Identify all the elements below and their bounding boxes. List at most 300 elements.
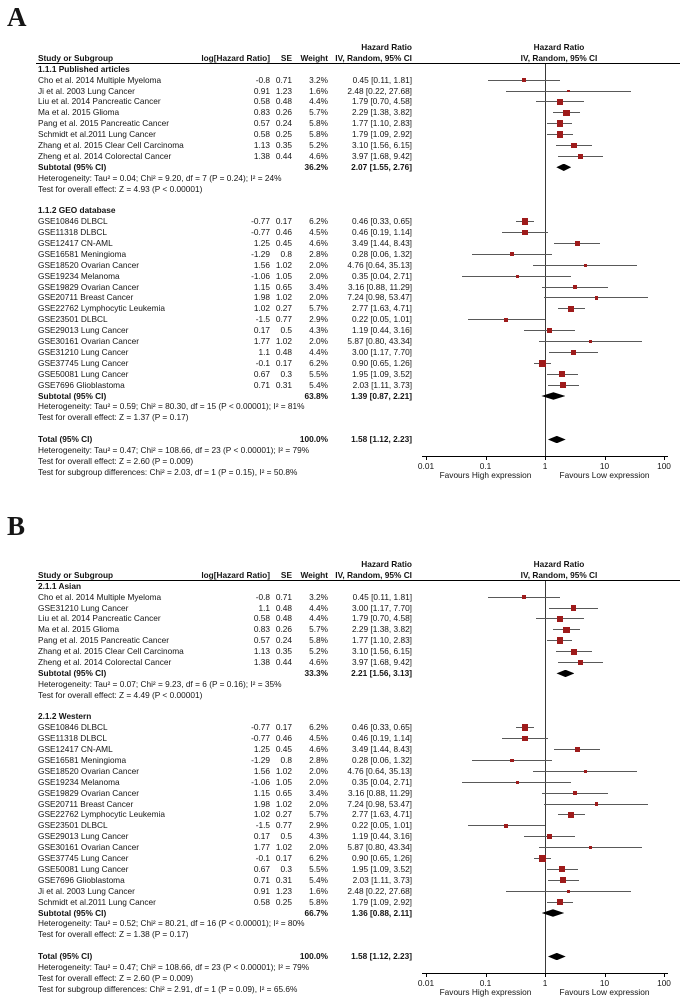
weight-value: 33.3% [304,667,328,678]
study-plot-cell [426,271,664,282]
loghr-value: 1.77 [253,336,270,347]
ci-text: 2.07 [1.55, 2.76] [351,161,412,172]
header-gap [412,42,426,53]
weight-value: 4.4% [309,613,328,624]
effect-marker [557,899,563,905]
se-value: 0.8 [280,755,292,766]
effect-marker [547,328,552,333]
ci-text: 0.46 [0.33, 0.65] [352,722,412,733]
overall-effect-note-text: Test for overall effect: Z = 4.93 (P < 0.00001) [38,183,203,194]
ci-text: 1.79 [0.70, 4.58] [352,613,412,624]
weight-value: 6.2% [309,357,328,368]
ci-text: 1.79 [1.09, 2.92] [352,129,412,140]
study-row [36,820,680,831]
study-plot-cell [426,107,664,118]
ci-text: 2.29 [1.38, 3.82] [352,107,412,118]
study-label: GSE10846 DLBCL [38,722,108,733]
loghr-value: 1.77 [253,842,270,853]
loghr-value: 1.13 [253,140,270,151]
ci-text: 7.24 [0.98, 53.47] [347,798,412,809]
ci-text: 0.45 [0.11, 1.81] [352,74,412,85]
total-row [36,434,680,445]
effect-marker [522,78,526,82]
loghr-column-header: log[Hazard Ratio] [201,569,270,580]
axis-tick [426,456,427,461]
study-label: Zheng et al. 2014 Colorectal Cancer [38,657,172,668]
study-row [36,875,680,886]
ci-text: 1.79 [1.09, 2.92] [352,896,412,907]
ci-text: 2.48 [0.22, 27.68] [347,85,412,96]
weight-value: 3.2% [309,591,328,602]
study-row [36,86,680,97]
forest-table [0,0,680,481]
weight-value: 2.8% [309,755,328,766]
weight-value: 3.2% [309,74,328,85]
weight-value: 5.2% [309,140,328,151]
weight-value: 4.3% [309,325,328,336]
total-footnote-text: Heterogeneity: Tau² = 0.47; Chi² = 108.66, df = 23 (P < 0.00001); I² = 79% [38,444,310,455]
weight-value: 5.2% [309,646,328,657]
study-plot-cell [426,853,664,864]
loghr-value: -0.8 [255,74,270,85]
study-row [36,227,680,238]
ci-column-header: IV, Random, 95% CI [335,52,412,63]
study-label: GSE29013 Lung Cancer [38,831,129,842]
weight-value: 5.8% [309,635,328,646]
loghr-value: 0.17 [253,325,270,336]
effect-marker [510,759,514,763]
weight-value: 5.5% [309,863,328,874]
study-plot-cell [426,292,664,303]
total-footnote-text: Heterogeneity: Tau² = 0.47; Chi² = 108.66, df = 23 (P < 0.00001); I² = 79% [38,961,310,972]
study-plot-cell [426,151,664,162]
study-label: Ji et al. 2003 Lung Cancer [38,85,135,96]
effect-marker [557,637,563,643]
study-row [36,722,680,733]
study-label: GSE11318 DLBCL [38,227,108,238]
favours-low-label: Favours Low expression [559,987,650,998]
panel-label: B [7,511,26,541]
effect-marker [563,110,569,116]
loghr-value: -0.77 [251,733,270,744]
study-row [36,831,680,842]
axis-tick [605,456,606,461]
se-value: 0.27 [275,303,292,314]
study-row [36,216,680,227]
summary-plot-cell [426,434,664,445]
study-row [36,864,680,875]
axis-tick-label: 0.1 [479,977,492,988]
study-plot-cell [426,380,664,391]
study-plot-cell [426,646,664,657]
study-label: Zheng et al. 2014 Colorectal Cancer [38,150,172,161]
loghr-value: -0.8 [255,591,270,602]
study-label: GSE31210 Lung Cancer [38,346,129,357]
ci-text: 3.49 [1.44, 8.43] [352,744,412,755]
overall-effect-note-text: Test for overall effect: Z = 1.37 (P = 0.17) [38,412,189,423]
loghr-value: -1.5 [255,820,270,831]
effect-marker [589,846,592,849]
study-row [36,755,680,766]
weight-value: 1.6% [309,85,328,96]
effect-marker [578,154,583,159]
ci-text: 4.76 [0.64, 35.13] [347,259,412,270]
study-row [36,592,680,603]
ci-text: 3.16 [0.88, 11.29] [348,787,412,798]
summary-diamond [542,909,565,916]
loghr-value: 1.1 [258,346,270,357]
se-value [270,668,292,679]
weight-value: 2.0% [309,842,328,853]
se-value: 1.23 [275,85,292,96]
se-value [270,908,292,919]
se-value: 0.17 [275,853,292,864]
study-plot-cell [426,227,664,238]
weight-value: 5.4% [309,874,328,885]
loghr-value: 0.67 [253,368,270,379]
weight-value: 36.2% [304,161,328,172]
loghr-value: 0.58 [253,896,270,907]
weight-value: 2.0% [309,798,328,809]
effect-marker [567,90,570,93]
effect-marker [571,605,576,610]
ci-text: 0.46 [0.19, 1.14] [352,227,412,238]
effect-marker [557,99,562,104]
weight-column-header: Weight [300,52,328,63]
study-row [36,646,680,657]
total-footnote-text: Test for overall effect: Z = 2.60 (P = 0.009) [38,972,194,983]
study-row [36,766,680,777]
subgroup-header-row [36,64,680,75]
se-value: 0.25 [275,129,292,140]
effect-marker [575,747,580,752]
weight-value: 5.8% [309,896,328,907]
axis-tick [486,456,487,461]
weight-value: 4.4% [309,96,328,107]
study-label: Schmidt et al.2011 Lung Cancer [38,129,156,140]
effect-marker [571,350,576,355]
study-plot-cell [426,755,664,766]
study-label: Zhang et al. 2015 Clear Cell Carcinoma [38,140,184,151]
study-label: Liu et al. 2014 Pancreatic Cancer [38,96,161,107]
total-row [36,951,680,962]
axis-tick-label: 10 [599,977,610,988]
header-row-2 [36,53,680,64]
study-label: GSE19829 Ovarian Cancer [38,787,140,798]
forest-table [0,499,680,998]
header-spacer [38,559,328,570]
axis-tick [545,973,546,978]
study-plot-cell [426,897,664,908]
study-row [36,249,680,260]
effect-marker [557,131,563,137]
ci-text: 0.90 [0.65, 1.26] [352,357,412,368]
total-label: Total (95% CI) [38,434,93,445]
spacer-row [36,194,680,205]
weight-value: 4.4% [309,602,328,613]
se-value: 1.02 [275,259,292,270]
header-row-1 [36,559,680,570]
subgroup-name: 2.1.1 Asian [38,580,82,591]
loghr-value: 0.58 [253,96,270,107]
loghr-value: 1.38 [253,150,270,161]
favours-high-label: Favours High expression [439,987,532,998]
study-label: GSE23501 DLBCL [38,314,108,325]
weight-value: 2.0% [309,292,328,303]
total-footnote [36,445,680,456]
effect-marker [504,318,508,322]
loghr-value: -1.5 [255,314,270,325]
study-plot-cell [426,635,664,646]
se-value: 0.48 [275,346,292,357]
overall-effect-note [36,929,680,940]
effect-marker [573,285,577,289]
weight-value: 5.7% [309,303,328,314]
summary-plot-cell [426,951,664,962]
se-value: 0.77 [275,820,292,831]
study-label: GSE31210 Lung Cancer [38,602,129,613]
total-footnote-text: Test for subgroup differences: Chi² = 2.03, df = 1 (P = 0.15), I² = 50.8% [38,466,298,477]
loghr-value: -1.06 [251,776,270,787]
se-value: 0.46 [275,227,292,238]
ci-text: 2.21 [1.56, 3.13] [351,667,412,678]
effect-marker [539,360,546,367]
spacer-row [36,423,680,434]
weight-value: 2.0% [309,776,328,787]
study-row [36,336,680,347]
header-row-1 [36,42,680,53]
study-plot-cell [426,96,664,107]
study-label: Pang et al. 2015 Pancreatic Cancer [38,118,169,129]
effect-marker [568,812,574,818]
loghr-value [238,391,270,402]
study-row [36,842,680,853]
weight-value: 5.7% [309,107,328,118]
study-plot-cell [426,358,664,369]
heterogeneity-note-text: Heterogeneity: Tau² = 0.07; Chi² = 9.23, df = 6 (P = 0.16); I² = 35% [38,678,282,689]
study-row [36,897,680,908]
axis-tick-label: 0.01 [417,460,435,471]
loghr-value: 1.1 [258,602,270,613]
loghr-column-header: log[Hazard Ratio] [201,52,270,63]
study-row [36,140,680,151]
study-plot-cell [426,303,664,314]
effect-marker [563,627,569,633]
study-label: GSE16581 Meningioma [38,248,127,259]
se-value: 0.71 [275,591,292,602]
study-plot-cell [426,820,664,831]
study-label: Liu et al. 2014 Pancreatic Cancer [38,613,161,624]
hazard-ratio-header: Hazard Ratio [361,42,412,52]
loghr-value: -0.77 [251,216,270,227]
se-value [270,434,292,445]
study-plot-cell [426,657,664,668]
study-plot-cell [426,347,664,358]
total-footnote [36,973,680,984]
se-value: 0.3 [280,368,292,379]
weight-value: 100.0% [299,951,328,962]
summary-diamond [541,392,565,399]
study-row [36,777,680,788]
subgroup-name: 2.1.2 Western [38,711,92,722]
ci-text: 7.24 [0.98, 53.47] [347,292,412,303]
ci-text: 1.36 [0.88, 2.11] [351,907,412,918]
se-value: 1.05 [275,776,292,787]
study-plot-cell [426,613,664,624]
heterogeneity-note-text: Heterogeneity: Tau² = 0.52; Chi² = 80.21, df = 16 (P < 0.00001); I² = 80% [38,918,305,929]
weight-value: 2.0% [309,270,328,281]
loghr-value [238,434,270,445]
weight-value: 6.2% [309,722,328,733]
effect-marker [567,890,570,893]
se-value: 0.31 [275,379,292,390]
study-label: Ma et al. 2015 Glioma [38,624,120,635]
study-label: Cho et al. 2014 Multiple Myeloma [38,591,162,602]
effect-marker [522,724,529,731]
loghr-value: 0.57 [253,118,270,129]
study-row [36,380,680,391]
study-label: Pang et al. 2015 Pancreatic Cancer [38,635,169,646]
se-value [270,951,292,962]
study-row [36,635,680,646]
effect-marker [547,834,552,839]
weight-value: 2.8% [309,248,328,259]
study-row [36,325,680,336]
se-value: 0.77 [275,314,292,325]
ci-text: 0.28 [0.06, 1.32] [352,248,412,259]
loghr-value: 0.91 [253,885,270,896]
header-gap [412,53,426,63]
ci-text: 0.22 [0.05, 1.01] [352,314,412,325]
ci-text: 1.77 [1.10, 2.83] [352,118,412,129]
axis-tick-label: 100 [657,977,671,988]
study-plot-cell [426,733,664,744]
study-row [36,799,680,810]
loghr-value: 1.56 [253,259,270,270]
study-label: GSE19234 Melanoma [38,776,120,787]
se-value: 0.24 [275,118,292,129]
study-plot-cell [426,886,664,897]
hazard-ratio-header: Hazard Ratio [361,559,412,569]
study-plot-cell [426,744,664,755]
effect-marker [516,781,519,784]
se-value: 0.17 [275,216,292,227]
axis-tick-label: 10 [599,460,610,471]
study-plot-cell [426,592,664,603]
effect-marker [516,275,519,278]
panel-a [0,0,680,499]
heterogeneity-note [36,173,680,184]
loghr-value: 1.02 [253,809,270,820]
study-label: GSE11318 DLBCL [38,733,108,744]
study-row [36,151,680,162]
plot-hazard-ratio-header: Hazard Ratio [533,559,585,569]
study-plot-cell [426,777,664,788]
effect-marker [568,306,574,312]
subtotal-label: Subtotal (95% CI) [38,390,107,401]
subtotal-row [36,391,680,402]
study-label: GSE7696 Glioblastoma [38,874,125,885]
study-row [36,733,680,744]
study-plot-cell [426,260,664,271]
weight-value: 3.4% [309,281,328,292]
study-row [36,744,680,755]
se-value: 0.48 [275,96,292,107]
summary-diamond [556,164,571,171]
summary-plot-cell [426,162,664,173]
effect-marker [584,770,587,773]
study-plot-cell [426,129,664,140]
study-label: GSE22762 Lymphocytic Leukemia [38,809,165,820]
axis-tick [605,973,606,978]
effect-marker [578,660,583,665]
ci-text: 1.58 [1.12, 2.23] [351,951,412,962]
effect-marker [573,791,577,795]
se-value: 0.71 [275,74,292,85]
effect-marker [584,264,587,267]
loghr-value: 1.56 [253,765,270,776]
ci-text: 0.46 [0.33, 0.65] [352,216,412,227]
axis-tick [545,456,546,461]
overall-effect-note-text: Test for overall effect: Z = 1.38 (P = 0.17) [38,929,189,940]
weight-value: 5.8% [309,118,328,129]
se-value: 1.02 [275,292,292,303]
se-value: 1.02 [275,798,292,809]
heterogeneity-note-text: Heterogeneity: Tau² = 0.04; Chi² = 9.20, df = 7 (P = 0.24); I² = 24% [38,172,282,183]
heterogeneity-note [36,401,680,412]
se-value: 0.35 [275,140,292,151]
effect-marker [560,382,566,388]
loghr-value: 0.83 [253,624,270,635]
study-row [36,809,680,820]
loghr-value: 0.58 [253,613,270,624]
study-plot-cell [426,314,664,325]
overall-effect-note-text: Test for overall effect: Z = 4.49 (P < 0.00001) [38,689,203,700]
study-column-header: Study or Subgroup [38,569,114,580]
study-row [36,129,680,140]
favours-low-label: Favours Low expression [559,470,650,481]
study-plot-cell [426,864,664,875]
heterogeneity-note-text: Heterogeneity: Tau² = 0.59; Chi² = 80.30, df = 15 (P < 0.00001); I² = 81% [38,401,305,412]
se-value: 0.45 [275,238,292,249]
axis-tick-label: 0.01 [417,977,435,988]
study-row [36,260,680,271]
ci-text: 3.49 [1.44, 8.43] [352,238,412,249]
study-plot-cell [426,75,664,86]
se-column-header: SE [280,52,292,63]
total-footnote [36,456,680,467]
study-plot-cell [426,766,664,777]
ci-text: 3.97 [1.68, 9.42] [352,657,412,668]
se-value: 0.65 [275,281,292,292]
study-label: GSE20711 Breast Cancer [38,292,134,303]
ci-text: 3.97 [1.68, 9.42] [352,150,412,161]
study-row [36,314,680,325]
se-value [270,162,292,173]
se-value: 0.27 [275,809,292,820]
ci-text: 5.87 [0.80, 43.34] [347,336,412,347]
weight-value: 4.6% [309,657,328,668]
study-row [36,853,680,864]
loghr-value [238,668,270,679]
effect-marker [560,877,566,883]
axis-tick-label: 1 [542,460,548,471]
loghr-value: 1.98 [253,292,270,303]
ci-text: 1.95 [1.09, 3.52] [352,368,412,379]
ci-text: 1.77 [1.10, 2.83] [352,635,412,646]
effect-marker [510,252,514,256]
ci-text: 0.22 [0.05, 1.01] [352,820,412,831]
